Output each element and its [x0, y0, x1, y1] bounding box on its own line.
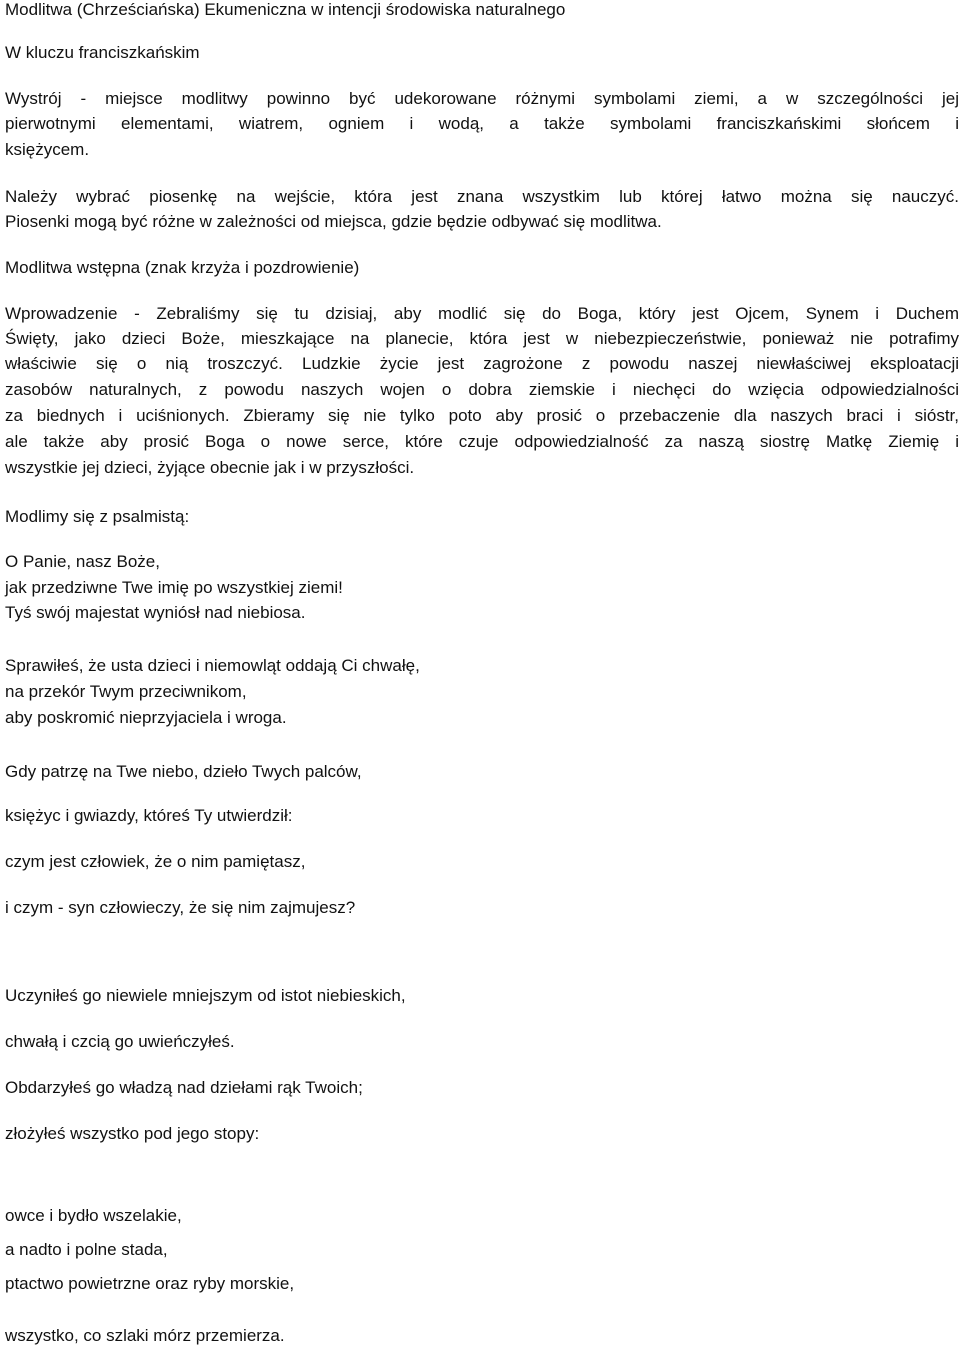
- intro-paragraph-line: zasobów naturalnych, z powodu naszych wojen o dobra ziemskie i niechęci do wzięcia odpowiedzialności: [5, 380, 959, 399]
- psalm-verse: Tyś swój majestat wyniósł nad niebiosa.: [5, 603, 306, 622]
- psalm-verse: wszystko, co szlaki mórz przemierza.: [5, 1326, 285, 1345]
- psalm-verse: a nadto i polne stada,: [5, 1240, 168, 1259]
- song-paragraph-line: Piosenki mogą być różne w zależności od miejsca, gdzie będzie odbywać się modlitwa.: [5, 212, 662, 231]
- intro-paragraph-line: Wprowadzenie - Zebraliśmy się tu dzisiaj, aby modlić się do Boga, który jest Ojcem, Synem i Duchem: [5, 304, 959, 323]
- psalm-verse: aby poskromić nieprzyjaciela i wroga.: [5, 708, 287, 727]
- psalm-verse: księżyc i gwiazdy, któreś Ty utwierdził:: [5, 806, 293, 825]
- intro-paragraph-line: za biednych i uciśnionych. Zbieramy się nie tylko poto aby prosić o przebaczenie dla naszych braci i sióstr,: [5, 406, 959, 425]
- psalm-verse: Gdy patrzę na Twe niebo, dzieło Twych palców,: [5, 762, 362, 781]
- document-subtitle: W kluczu franciszkańskim: [5, 43, 200, 62]
- decor-paragraph-line: Wystrój - miejsce modlitwy powinno być udekorowane różnymi symbolami ziemi, a w szczególności jej: [5, 89, 959, 108]
- intro-paragraph-line: wszystkie jej dzieci, żyjące obecnie jak i w przyszłości.: [5, 458, 415, 477]
- opening-prayer-heading: Modlitwa wstępna (znak krzyża i pozdrowienie): [5, 258, 360, 277]
- psalm-verse: Uczyniłeś go niewiele mniejszym od istot niebieskich,: [5, 986, 406, 1005]
- psalm-verse: O Panie, nasz Boże,: [5, 552, 160, 571]
- intro-paragraph-line: Święty, jako dzieci Boże, mieszkające na planecie, która jest w niebezpieczeństwie, ponieważ nie potrafimy: [5, 329, 959, 348]
- psalm-verse: Sprawiłeś, że usta dzieci i niemowląt oddają Ci chwałę,: [5, 656, 420, 675]
- psalm-verse: i czym - syn człowieczy, że się nim zajmujesz?: [5, 898, 356, 917]
- psalm-verse: owce i bydło wszelakie,: [5, 1206, 182, 1225]
- psalm-verse: złożyłeś wszystko pod jego stopy:: [5, 1124, 260, 1143]
- decor-paragraph-line: księżycem.: [5, 140, 90, 159]
- psalm-verse: ptactwo powietrzne oraz ryby morskie,: [5, 1274, 295, 1293]
- psalm-verse: Obdarzyłeś go władzą nad dziełami rąk Twoich;: [5, 1078, 363, 1097]
- psalm-verse: chwałą i czcią go uwieńczyłeś.: [5, 1032, 235, 1051]
- intro-paragraph-line: właściwie się o nią troszczyć. Ludzkie życie jest zagrożone z powodu naszej niewłaściwej eksploatacji: [5, 354, 959, 373]
- psalm-verse: czym jest człowiek, że o nim pamiętasz,: [5, 852, 306, 871]
- psalm-intro: Modlimy się z psalmistą:: [5, 507, 190, 526]
- song-paragraph-line: Należy wybrać piosenkę na wejście, która jest znana wszystkim lub której łatwo można się nauczyć.: [5, 187, 959, 206]
- document-title: Modlitwa (Chrześciańska) Ekumeniczna w intencji środowiska naturalnego: [5, 0, 566, 19]
- psalm-verse: na przekór Twym przeciwnikom,: [5, 682, 247, 701]
- psalm-verse: jak przedziwne Twe imię po wszystkiej ziemi!: [5, 578, 343, 597]
- intro-paragraph-line: ale także aby prosić Boga o nowe serce, które czuje odpowiedzialność za naszą siostrę Matkę Ziemię i: [5, 432, 959, 451]
- decor-paragraph-line: pierwotnymi elementami, wiatrem, ogniem i wodą, a także symbolami franciszkańskimi słońcem i: [5, 114, 959, 133]
